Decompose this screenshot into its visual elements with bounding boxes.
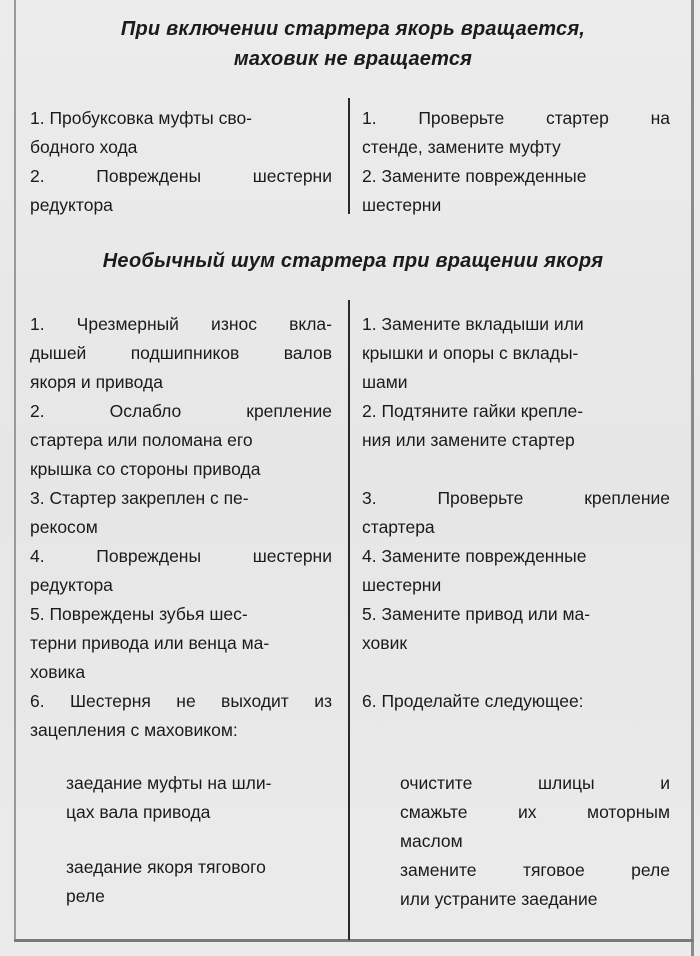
- remedy-line: стенде, замените муфту: [362, 137, 561, 157]
- cause-line: ховика: [30, 662, 86, 682]
- remedy-subline: замените тяговое реле: [400, 860, 670, 880]
- cause-subline: заедание муфты на шли-: [66, 773, 272, 793]
- remedy-line: шестерни: [362, 575, 442, 595]
- remedy-line: 2. Подтяните гайки крепле-: [362, 401, 584, 421]
- cause-line: редуктора: [30, 195, 113, 215]
- remedy-line: 6. Проделайте следующее:: [362, 691, 584, 711]
- section2-column-divider: [348, 300, 350, 940]
- remedy-line: крышки и опоры с вклады-: [362, 343, 579, 363]
- cause-line: якоря и привода: [30, 372, 163, 392]
- cause-line: зацепления с маховиком:: [30, 720, 238, 740]
- cause-line: бодного хода: [30, 137, 138, 157]
- cause-line: 1. Чрезмерный износ вкла-: [30, 314, 332, 334]
- section1-remedies: [362, 104, 670, 220]
- remedy-line: шами: [362, 372, 408, 392]
- section2-causes: [30, 310, 332, 911]
- remedy-line: стартера: [362, 517, 435, 537]
- cause-line: крышка со стороны привода: [30, 459, 261, 479]
- cause-line: редуктора: [30, 575, 113, 595]
- section1-title-line2: маховик не вращается: [233, 48, 473, 70]
- remedy-line: 4. Замените поврежденные: [362, 546, 587, 566]
- section1-title-line1: При включении стартера якорь вращается,: [120, 18, 586, 40]
- remedy-line: 1. Проверьте стартер на: [362, 108, 670, 128]
- table-bottom-border: [14, 939, 694, 942]
- section1-column-divider: [348, 98, 350, 214]
- cause-line: 4. Повреждены шестерни: [30, 546, 332, 566]
- cause-line: рекосом: [30, 517, 98, 537]
- remedy-line: шестерни: [362, 195, 442, 215]
- table-left-border: [14, 0, 16, 942]
- cause-line: дышей подшипников валов: [30, 343, 332, 363]
- cause-line: 5. Повреждены зубья шес-: [30, 604, 248, 624]
- cause-line: 2. Ослабло крепление: [30, 401, 332, 421]
- cause-subline: заедание якоря тягового: [66, 857, 266, 877]
- cause-line: терни привода или венца ма-: [30, 633, 270, 653]
- cause-line: 6. Шестерня не выходит из: [30, 691, 332, 711]
- remedy-line: 3. Проверьте крепление: [362, 488, 670, 508]
- cause-line: 2. Повреждены шестерни: [30, 166, 332, 186]
- section2-title: Необычный шум стартера при вращении якоря: [102, 250, 604, 272]
- remedy-line: ния или замените стартер: [362, 430, 575, 450]
- section1-causes: [30, 104, 332, 220]
- cause-line: 3. Стартер закреплен с пе-: [30, 488, 249, 508]
- remedy-line: 2. Замените поврежденные: [362, 166, 587, 186]
- remedy-subline: очистите шлицы и: [400, 773, 670, 793]
- cause-line: 1. Пробуксовка муфты сво-: [30, 108, 253, 128]
- remedy-line: 1. Замените вкладыши или: [362, 314, 584, 334]
- cause-line: стартера или поломана его: [30, 430, 253, 450]
- cause-subline: цах вала привода: [66, 802, 211, 822]
- remedy-line: ховик: [362, 633, 408, 653]
- remedy-line: 5. Замените привод или ма-: [362, 604, 591, 624]
- table-right-border: [691, 0, 694, 956]
- section2-remedies: [362, 310, 670, 914]
- section1-title: [16, 14, 690, 74]
- remedy-subline: смажьте их моторным: [400, 802, 670, 822]
- remedy-subline: маслом: [400, 831, 463, 851]
- remedy-subline: или устраните заедание: [400, 889, 598, 909]
- cause-subline: реле: [66, 886, 105, 906]
